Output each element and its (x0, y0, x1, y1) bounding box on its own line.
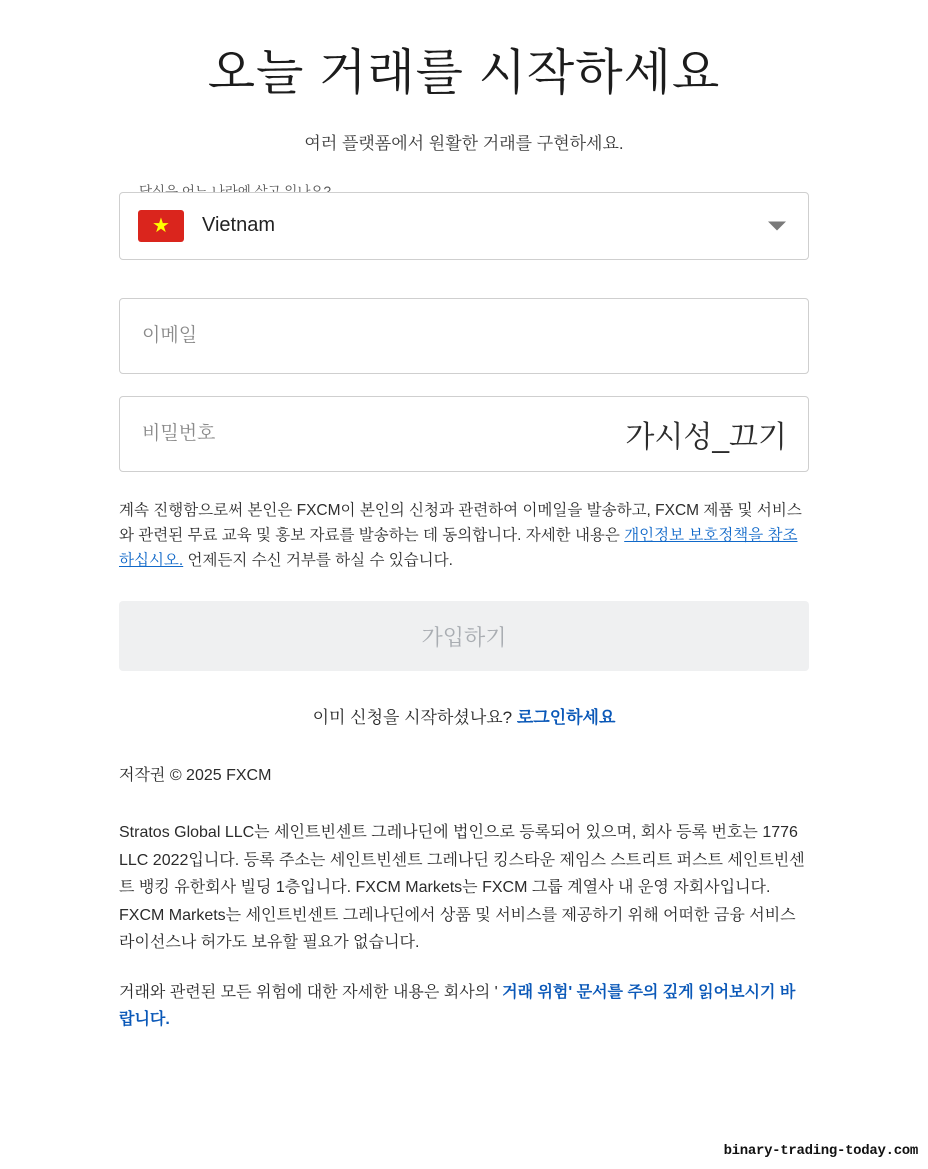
country-selected-value: Vietnam (202, 214, 276, 237)
risk-text-prefix: 거래와 관련된 모든 위험에 대한 자세한 내용은 회사의 ' (119, 983, 503, 1001)
signup-container (119, 0, 809, 1034)
country-select[interactable] (119, 192, 809, 260)
legal-disclaimer (119, 819, 809, 1034)
consent-text (119, 498, 809, 573)
legal-paragraph: Stratos Global LLC는 세인트빈센트 그레나딘에 법인으로 등록되어 있으며, 회사 등록 번호는 1776 LLC 2022입니다. 등록 주소는 세인트빈센트 그레나딘 킹스타운 제임스 스트리트 퍼스트 세인트빈센트 뱅킹 유한회사 빌딩 1층입니다. FXCM Markets는 FXCM 그룹 계열사 내 운영 자회사입니다. FXCM Markets는 세인트빈센트 그레나딘에서 상품 및 서비스를 제공하기 위해 어떠한 금융 서비스 라이선스나 허가도 보유할 필요가 없습니다. (119, 824, 805, 952)
email-input[interactable] (119, 298, 809, 374)
email-field (119, 298, 809, 374)
trading-risk-link[interactable]: 거래 위험' 문서를 주의 깊게 읽어보시기 바랍니다. (119, 983, 796, 1029)
copyright-text: 저작권 © 2025 FXCM (119, 767, 272, 785)
privacy-policy-link[interactable]: 개인정보 보호정책을 참조하십시오. (119, 526, 798, 570)
country-field (119, 192, 809, 260)
login-prompt-text: 이미 신청을 시작하셨나요? (312, 708, 513, 728)
chevron-down-icon[interactable] (768, 221, 786, 230)
risk-paragraph (119, 979, 809, 1034)
consent-text-part2: 언제든지 수신 거부를 하실 수 있습니다. (183, 552, 453, 570)
login-link[interactable]: 로그인하세요 (516, 708, 616, 728)
watermark: binary-trading-today.com (723, 1143, 918, 1159)
page-title: 오늘 거래를 시작하세요 (207, 46, 721, 100)
login-prompt (119, 703, 809, 728)
consent-text-part1: 계속 진행함으로써 본인은 FXCM이 본인의 신청과 관련하여 이메일을 발송하고, FXCM 제품 및 서비스와 관련된 무료 교육 및 홍보 자료를 발송하는 데 동의합니다. 자세한 내용은 (119, 501, 802, 544)
signup-button[interactable]: 가입하기 (119, 601, 809, 671)
page-subtitle: 여러 플랫폼에서 원활한 거래를 구현하세요. (304, 133, 624, 153)
password-visibility-toggle[interactable]: 가시성_끄기 (625, 412, 787, 456)
vietnam-flag-icon: ★ (138, 210, 184, 242)
password-field (119, 396, 809, 472)
